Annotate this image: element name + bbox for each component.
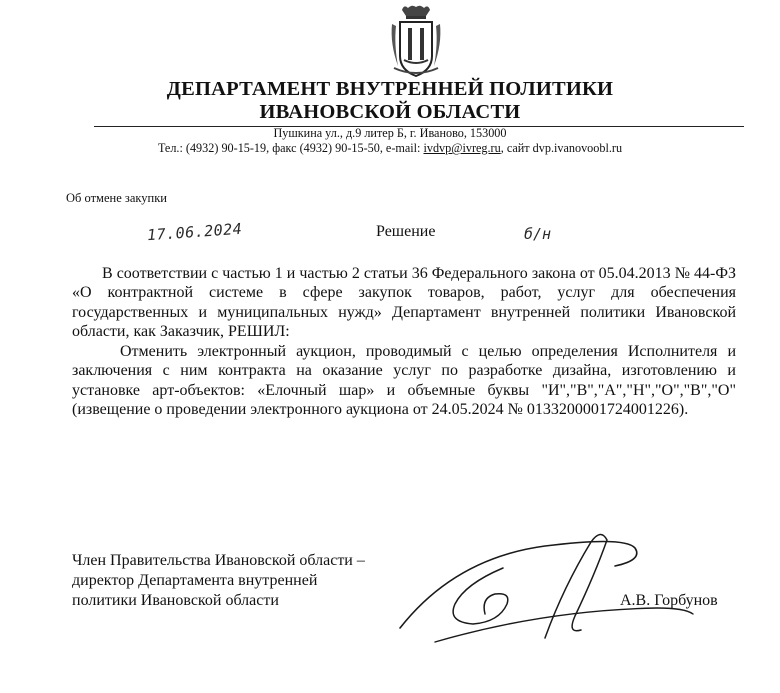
body-paragraph-2: Отменить электронный аукцион, проводимый с целью определения Исполнителя и заключения с ним контракта на оказание услуг по разработке дизайна, изготовлению и установке арт-объектов: «Елочный шар» и объемные буквы "И","В","А","Н","О","В","О" (извещение о проведении электронного аукциона от 24.05.2024 № 0133200001724001226).: [72, 343, 736, 418]
organization-name-line2: ИВАНОВСКОЙ ОБЛАСТИ: [259, 101, 521, 123]
signatory-title-line3: политики Ивановской области: [72, 592, 279, 609]
handwritten-number: б/н: [524, 225, 552, 243]
document-subject: Об отмене закупки: [66, 191, 167, 205]
coat-of-arms-emblem: [388, 4, 444, 80]
email-link[interactable]: ivdvp@ivreg.ru: [423, 141, 501, 155]
organization-contacts: [0, 141, 780, 156]
decision-title: Решение: [376, 223, 436, 240]
organization-address: Пушкина ул., д.9 литер Б, г. Иваново, 153000: [273, 126, 507, 140]
handwritten-date: 17.06.2024: [146, 219, 243, 245]
organization-name-line1: ДЕПАРТАМЕНТ ВНУТРЕННЕЙ ПОЛИТИКИ: [166, 78, 614, 100]
contacts-prefix: Тел.: (4932) 90-15-19, факс (4932) 90-15-50, e-mail:: [157, 141, 424, 155]
signatory-title-line1: Член Правительства Ивановской области –: [72, 552, 365, 569]
signatory-name: А.В. Горбунов: [620, 592, 718, 609]
handwritten-signature: [395, 518, 695, 658]
body-paragraph-1: В соответствии с частью 1 и частью 2 статьи 36 Федерального закона от 05.04.2013 № 44-ФЗ «О контрактной системе в сфере закупок товаров, работ, услуг для обеспечения государственных и муниципальных нужд» Департамент внутренней политики Ивановской области, как Заказчик, РЕШИЛ:: [72, 265, 736, 340]
signatory-title-line2: директор Департамента внутренней: [72, 572, 318, 589]
site-text: , сайт dvp.ivanovoobl.ru: [500, 141, 623, 155]
